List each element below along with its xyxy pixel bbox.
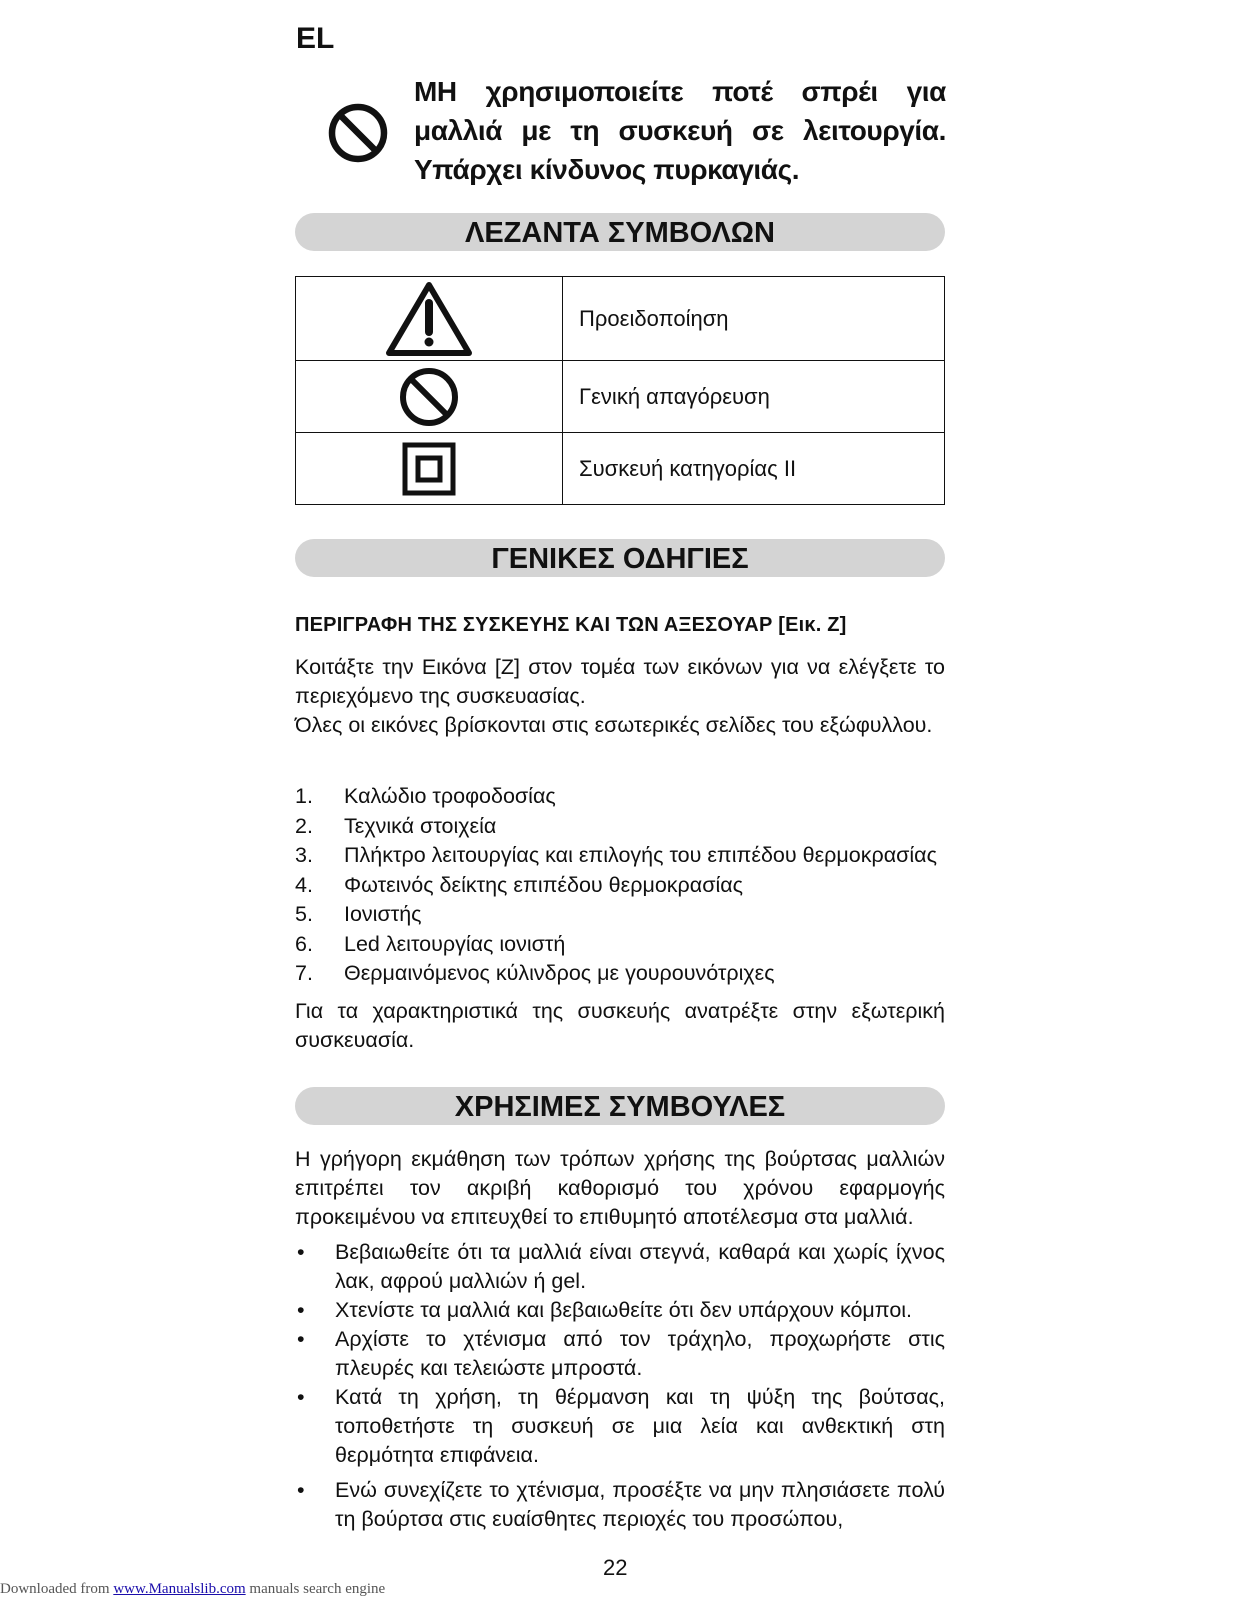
list-item: 7. Θερμαινόμενος κύλινδρος με γουρουνότριχες xyxy=(295,961,775,985)
legend-label: Συσκευή κατηγορίας II xyxy=(563,433,945,505)
list-item: • Χτενίστε τα μαλλιά και βεβαιωθείτε ότι δεν υπάρχουν κόμποι. xyxy=(297,1298,913,1322)
component-list xyxy=(295,782,945,989)
class-ii-double-square-icon xyxy=(402,442,456,496)
fire-warning-text: ΜΗ χρησιμοποιείτε ποτέ σπρέι για μαλλιά με τη συσκευή σε λειτουργία. Υπάρχει κίνδυνος πυρκαγιάς. xyxy=(414,76,946,185)
legend-row xyxy=(296,433,945,505)
subsection-title: ΠΕΡΙΓΡΑΦΗ ΤΗΣ ΣΥΣΚΕΥΗΣ ΚΑΙ ΤΩΝ ΑΞΕΣΟΥΑΡ [Εικ. Z] xyxy=(295,614,847,636)
warning-triangle-icon xyxy=(384,279,474,359)
list-item: • Ενώ συνεχίζετε το χτένισμα, προσέξτε να μην πλησιάσετε πολύ τη βούρτσα στις ευαίσθητες περιοχές του προσώπου, xyxy=(297,1478,945,1531)
list-item: 2. Τεχνικά στοιχεία xyxy=(295,813,497,838)
legend-row xyxy=(296,361,945,433)
page-number: 22 xyxy=(603,1555,628,1580)
intro-paragraph xyxy=(295,653,945,740)
legend-row xyxy=(296,277,945,361)
section-title-general-instructions: ΓΕΝΙΚΕΣ ΟΔΗΓΙΕΣ xyxy=(295,539,945,577)
symbol-legend-table xyxy=(295,276,945,505)
list-item: • Αρχίστε το χτένισμα από τον τράχηλο, προχωρήστε στις πλευρές και τελειώστε μπροστά. xyxy=(297,1327,945,1380)
prohibition-icon xyxy=(326,101,390,165)
list-item: 5. Ιονιστής xyxy=(295,902,422,926)
outro-paragraph: Για τα χαρακτηριστικά της συσκευής ανατρέξτε στην εξωτερική συσκευασία. xyxy=(295,999,945,1052)
prohibition-icon xyxy=(397,365,461,429)
language-code: EL xyxy=(296,22,335,55)
manualslib-link[interactable]: www.Manualslib.com xyxy=(113,1581,246,1597)
intro-text-2: Όλες οι εικόνες βρίσκονται στις εσωτερικές σελίδες του εξώφυλλου. xyxy=(295,713,933,737)
section-title-symbol-legend: ΛΕΖΑΝΤΑ ΣΥΜΒΟΛΩΝ xyxy=(295,213,945,251)
tips-list xyxy=(295,1238,945,1534)
list-item: 4. Φωτεινός δείκτης επιπέδου θερμοκρασίας xyxy=(295,872,744,897)
download-footer: Downloaded from www.Manualslib.com manuals search engine xyxy=(0,1581,386,1597)
list-item: 1. Καλώδιο τροφοδοσίας xyxy=(295,784,556,808)
section-title-useful-tips: ΧΡΗΣΙΜΕΣ ΣΥΜΒΟΥΛΕΣ xyxy=(295,1087,945,1125)
legend-label: Προειδοποίηση xyxy=(563,277,945,361)
list-item: 6. Led λειτουργίας ιονιστή xyxy=(295,931,566,956)
list-item: • Κατά τη χρήση, τη θέρμανση και τη ψύξη της βούτσας, τοποθετήστε τη συσκευή σε μια λεία και ανθεκτική στη θερμότητα επιφάνεια. xyxy=(297,1385,945,1467)
intro-text-1: Κοιτάξτε την Εικόνα [Z] στον τομέα των εικόνων για να ελέγξετε το περιεχόμενο της συσκευασίας. xyxy=(295,655,945,708)
list-item: 3. Πλήκτρο λειτουργίας και επιλογής του επιπέδου θερμοκρασίας xyxy=(295,843,937,867)
legend-label: Γενική απαγόρευση xyxy=(563,361,945,433)
tips-intro-paragraph: Η γρήγορη εκμάθηση των τρόπων χρήσης της βούρτσας μαλλιών επιτρέπει τον ακριβή καθορισμό του χρόνου εφαρμογής προκειμένου να επιτευχθεί το επιθυμητό αποτέλεσμα στα μαλλιά. xyxy=(295,1147,945,1229)
list-item: • Βεβαιωθείτε ότι τα μαλλιά είναι στεγνά, καθαρά και χωρίς ίχνος λακ, αφρού μαλλιών ή gel. xyxy=(297,1240,945,1293)
